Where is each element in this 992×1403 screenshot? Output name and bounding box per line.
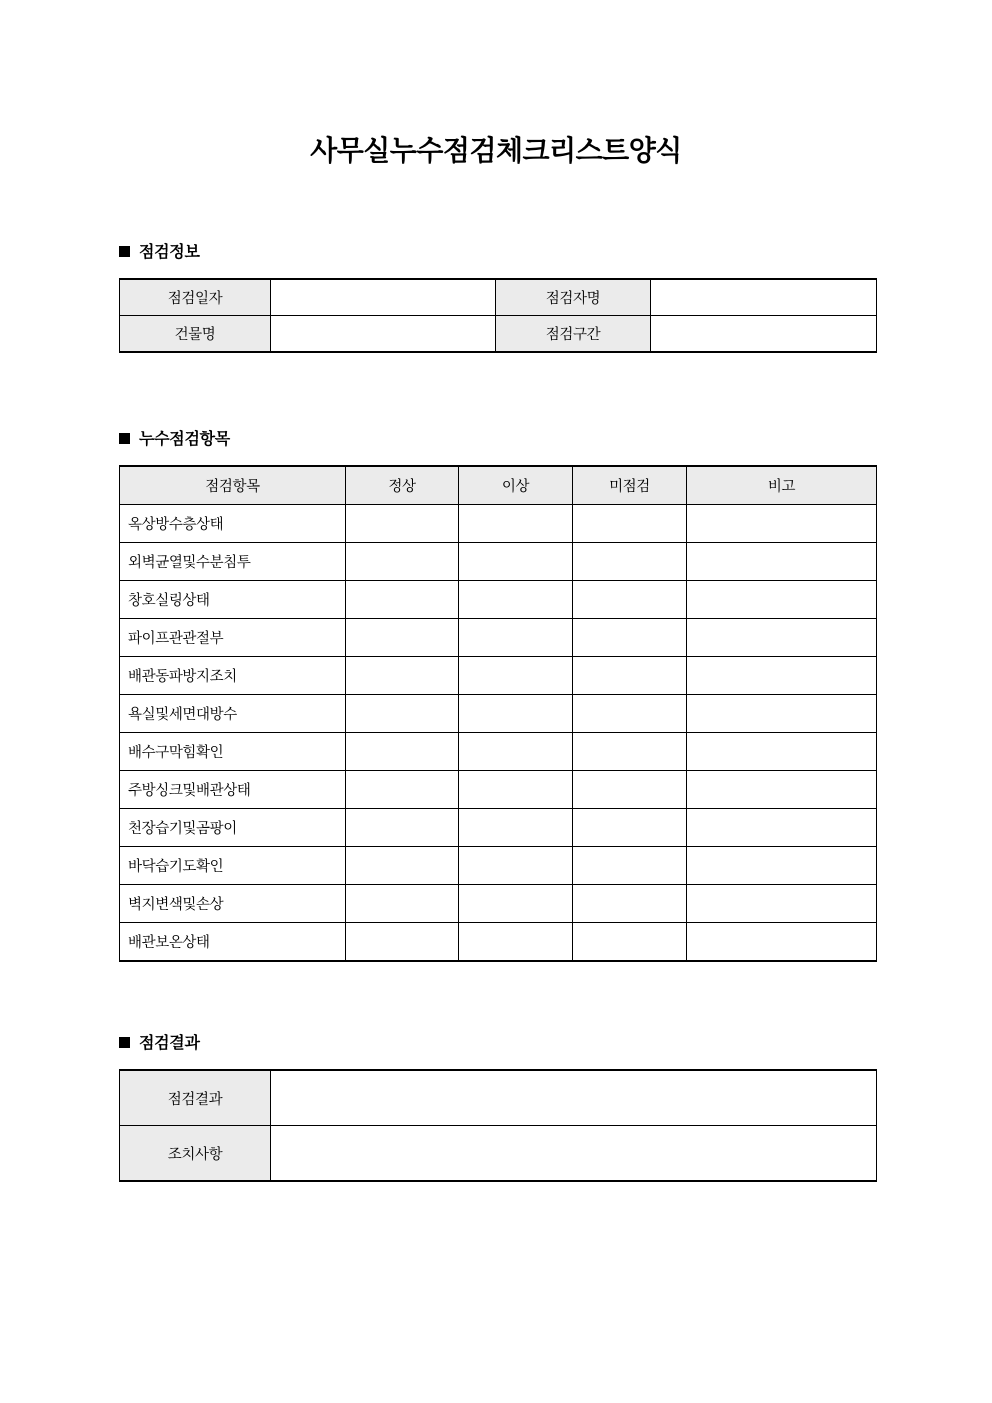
filled-square-bullet-icon — [119, 1037, 130, 1048]
column-header-remark: 비고 — [687, 466, 877, 505]
checklist-cell-unchecked[interactable] — [573, 657, 687, 695]
checklist-cell-unchecked[interactable] — [573, 923, 687, 962]
checklist-cell-unchecked[interactable] — [573, 505, 687, 543]
table-row — [120, 581, 877, 619]
section-inspection-info — [0, 239, 992, 353]
checklist-cell-abnormal[interactable] — [459, 505, 573, 543]
table-row — [120, 1070, 877, 1126]
checklist-cell-unchecked[interactable] — [573, 847, 687, 885]
result-label-action-items: 조치사항 — [120, 1126, 271, 1182]
column-header-unchecked: 미점검 — [573, 466, 687, 505]
section-heading-label: 점검결과 — [139, 1035, 200, 1052]
filled-square-bullet-icon — [119, 433, 130, 444]
column-header-item: 점검항목 — [120, 466, 346, 505]
column-header-normal: 정상 — [346, 466, 459, 505]
checklist-cell-abnormal[interactable] — [459, 885, 573, 923]
checklist-item-label: 창호실링상태 — [120, 581, 346, 619]
checklist-cell-unchecked[interactable] — [573, 619, 687, 657]
checklist-cell-remark[interactable] — [687, 505, 877, 543]
info-value-inspection-date[interactable] — [271, 279, 496, 316]
section-heading-inspection-info — [0, 239, 992, 262]
table-row — [120, 316, 877, 353]
result-value-action-items[interactable] — [271, 1126, 877, 1182]
checklist-cell-abnormal[interactable] — [459, 581, 573, 619]
checklist-item-label: 배관보온상태 — [120, 923, 346, 962]
checklist-cell-normal[interactable] — [346, 733, 459, 771]
checklist-cell-remark[interactable] — [687, 809, 877, 847]
checklist-cell-normal[interactable] — [346, 847, 459, 885]
checklist-item-label: 배관동파방지조치 — [120, 657, 346, 695]
section-leak-check-items — [0, 426, 992, 962]
checklist-cell-remark[interactable] — [687, 885, 877, 923]
checklist-cell-abnormal[interactable] — [459, 847, 573, 885]
checklist-cell-remark[interactable] — [687, 581, 877, 619]
checklist-cell-remark[interactable] — [687, 733, 877, 771]
checklist-item-label: 외벽균열및수분침투 — [120, 543, 346, 581]
checklist-cell-unchecked[interactable] — [573, 543, 687, 581]
info-value-inspection-zone[interactable] — [651, 316, 877, 353]
checklist-cell-remark[interactable] — [687, 771, 877, 809]
checklist-cell-normal[interactable] — [346, 505, 459, 543]
info-label-building-name: 건물명 — [120, 316, 271, 353]
table-header-row — [120, 466, 877, 505]
inspection-result-table — [119, 1069, 877, 1182]
result-label-inspection-result: 점검결과 — [120, 1070, 271, 1126]
table-row — [120, 733, 877, 771]
checklist-cell-abnormal[interactable] — [459, 923, 573, 962]
checklist-cell-remark[interactable] — [687, 619, 877, 657]
checklist-item-label: 천장습기및곰팡이 — [120, 809, 346, 847]
checklist-cell-normal[interactable] — [346, 923, 459, 962]
table-row — [120, 1126, 877, 1182]
checklist-item-label: 옥상방수층상태 — [120, 505, 346, 543]
column-header-abnormal: 이상 — [459, 466, 573, 505]
table-row — [120, 809, 877, 847]
checklist-cell-remark[interactable] — [687, 847, 877, 885]
table-row — [120, 619, 877, 657]
table-row — [120, 771, 877, 809]
leak-checklist-table — [119, 465, 877, 962]
info-value-inspector-name[interactable] — [651, 279, 877, 316]
table-row — [120, 505, 877, 543]
section-heading-label: 누수점검항목 — [139, 431, 230, 448]
checklist-item-label: 주방싱크및배관상태 — [120, 771, 346, 809]
checklist-item-label: 욕실및세면대방수 — [120, 695, 346, 733]
section-heading-inspection-result — [0, 1030, 992, 1053]
checklist-item-label: 벽지변색및손상 — [120, 885, 346, 923]
section-inspection-result — [0, 1030, 992, 1182]
checklist-cell-abnormal[interactable] — [459, 657, 573, 695]
checklist-cell-unchecked[interactable] — [573, 733, 687, 771]
checklist-cell-abnormal[interactable] — [459, 543, 573, 581]
checklist-cell-remark[interactable] — [687, 543, 877, 581]
checklist-cell-abnormal[interactable] — [459, 733, 573, 771]
checklist-cell-unchecked[interactable] — [573, 885, 687, 923]
info-label-inspection-date: 점검일자 — [120, 279, 271, 316]
checklist-cell-unchecked[interactable] — [573, 581, 687, 619]
checklist-cell-unchecked[interactable] — [573, 809, 687, 847]
info-label-inspection-zone: 점검구간 — [496, 316, 651, 353]
checklist-cell-remark[interactable] — [687, 923, 877, 962]
checklist-item-label: 바닥습기도확인 — [120, 847, 346, 885]
result-value-inspection-result[interactable] — [271, 1070, 877, 1126]
checklist-cell-abnormal[interactable] — [459, 695, 573, 733]
checklist-cell-normal[interactable] — [346, 885, 459, 923]
table-row — [120, 847, 877, 885]
checklist-cell-normal[interactable] — [346, 619, 459, 657]
checklist-cell-abnormal[interactable] — [459, 619, 573, 657]
page-title: 사무실누수점검체크리스트양식 — [310, 135, 682, 166]
checklist-cell-abnormal[interactable] — [459, 771, 573, 809]
table-row — [120, 543, 877, 581]
checklist-cell-unchecked[interactable] — [573, 771, 687, 809]
info-value-building-name[interactable] — [271, 316, 496, 353]
filled-square-bullet-icon — [119, 246, 130, 257]
table-row — [120, 695, 877, 733]
info-label-inspector-name: 점검자명 — [496, 279, 651, 316]
section-heading-leak-check-items — [0, 426, 992, 449]
section-heading-label: 점검정보 — [139, 244, 200, 261]
checklist-cell-normal[interactable] — [346, 543, 459, 581]
table-row — [120, 657, 877, 695]
checklist-cell-unchecked[interactable] — [573, 695, 687, 733]
checklist-cell-remark[interactable] — [687, 695, 877, 733]
checklist-item-label: 파이프관관절부 — [120, 619, 346, 657]
checklist-item-label: 배수구막힘확인 — [120, 733, 346, 771]
checklist-cell-normal[interactable] — [346, 695, 459, 733]
checklist-cell-abnormal[interactable] — [459, 809, 573, 847]
checklist-cell-normal[interactable] — [346, 809, 459, 847]
checklist-cell-remark[interactable] — [687, 657, 877, 695]
inspection-info-table — [119, 278, 877, 353]
checklist-cell-normal[interactable] — [346, 581, 459, 619]
table-row — [120, 885, 877, 923]
table-row — [120, 279, 877, 316]
table-row — [120, 923, 877, 962]
checklist-cell-normal[interactable] — [346, 771, 459, 809]
checklist-cell-normal[interactable] — [346, 657, 459, 695]
